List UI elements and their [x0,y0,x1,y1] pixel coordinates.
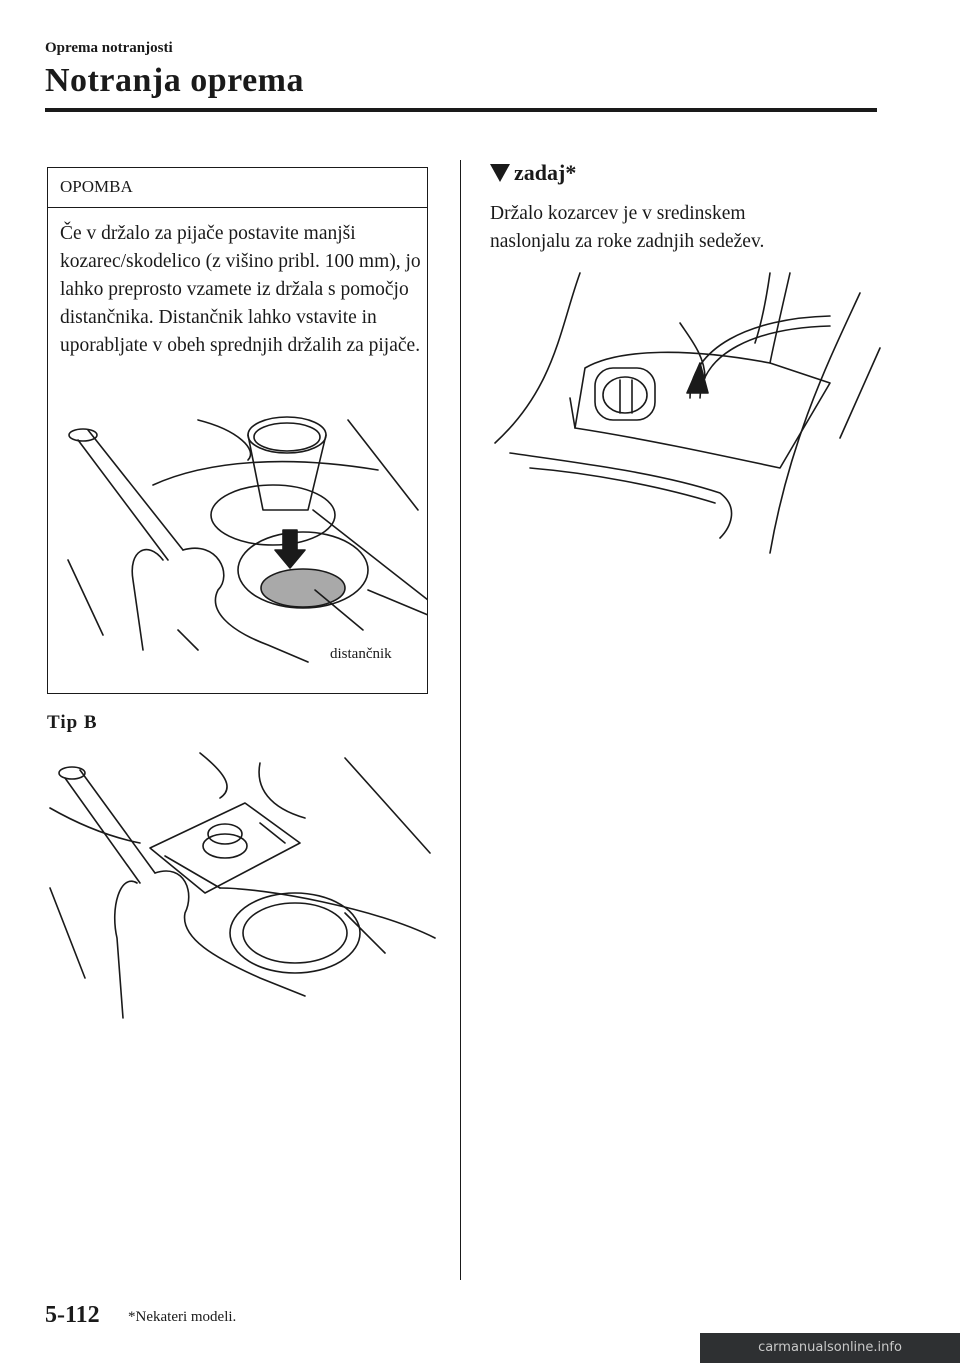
note-box [47,167,428,694]
spacer-label: distančnik [330,646,392,662]
note-header [48,168,427,208]
watermark: carmanualsonline.info [700,1333,960,1363]
column-divider [460,160,461,1280]
triangle-bullet-icon [490,164,510,182]
tip-b-illustration [45,748,440,1033]
note-heading: OPOMBA [60,177,133,196]
rear-description: Držalo kozarcev je v sredinskem naslonjalu za roke zadnjih sedežev. [490,203,765,252]
tip-b-label: Tip B [47,712,98,733]
note-text: Če v držalo za pijače postavite manjši kozarec/skodelico (z višino pribl. 100 mm), jo lahko preprosto vzamete iz držala s pomočjo distančnika. Distančnik lahko vstavite in uporabljate v obeh sprednjih držalih za pijače. [60,223,421,356]
rear-armrest-illustration [490,268,885,558]
rear-heading-text: zadaj* [514,160,577,185]
title-rule [45,108,877,112]
page-number: 5-112 [45,1302,100,1328]
page-title: Notranja oprema [45,62,304,99]
rear-heading [490,160,576,186]
section-label: Oprema notranjosti [45,40,173,56]
footnote: *Nekateri modeli. [128,1309,237,1325]
